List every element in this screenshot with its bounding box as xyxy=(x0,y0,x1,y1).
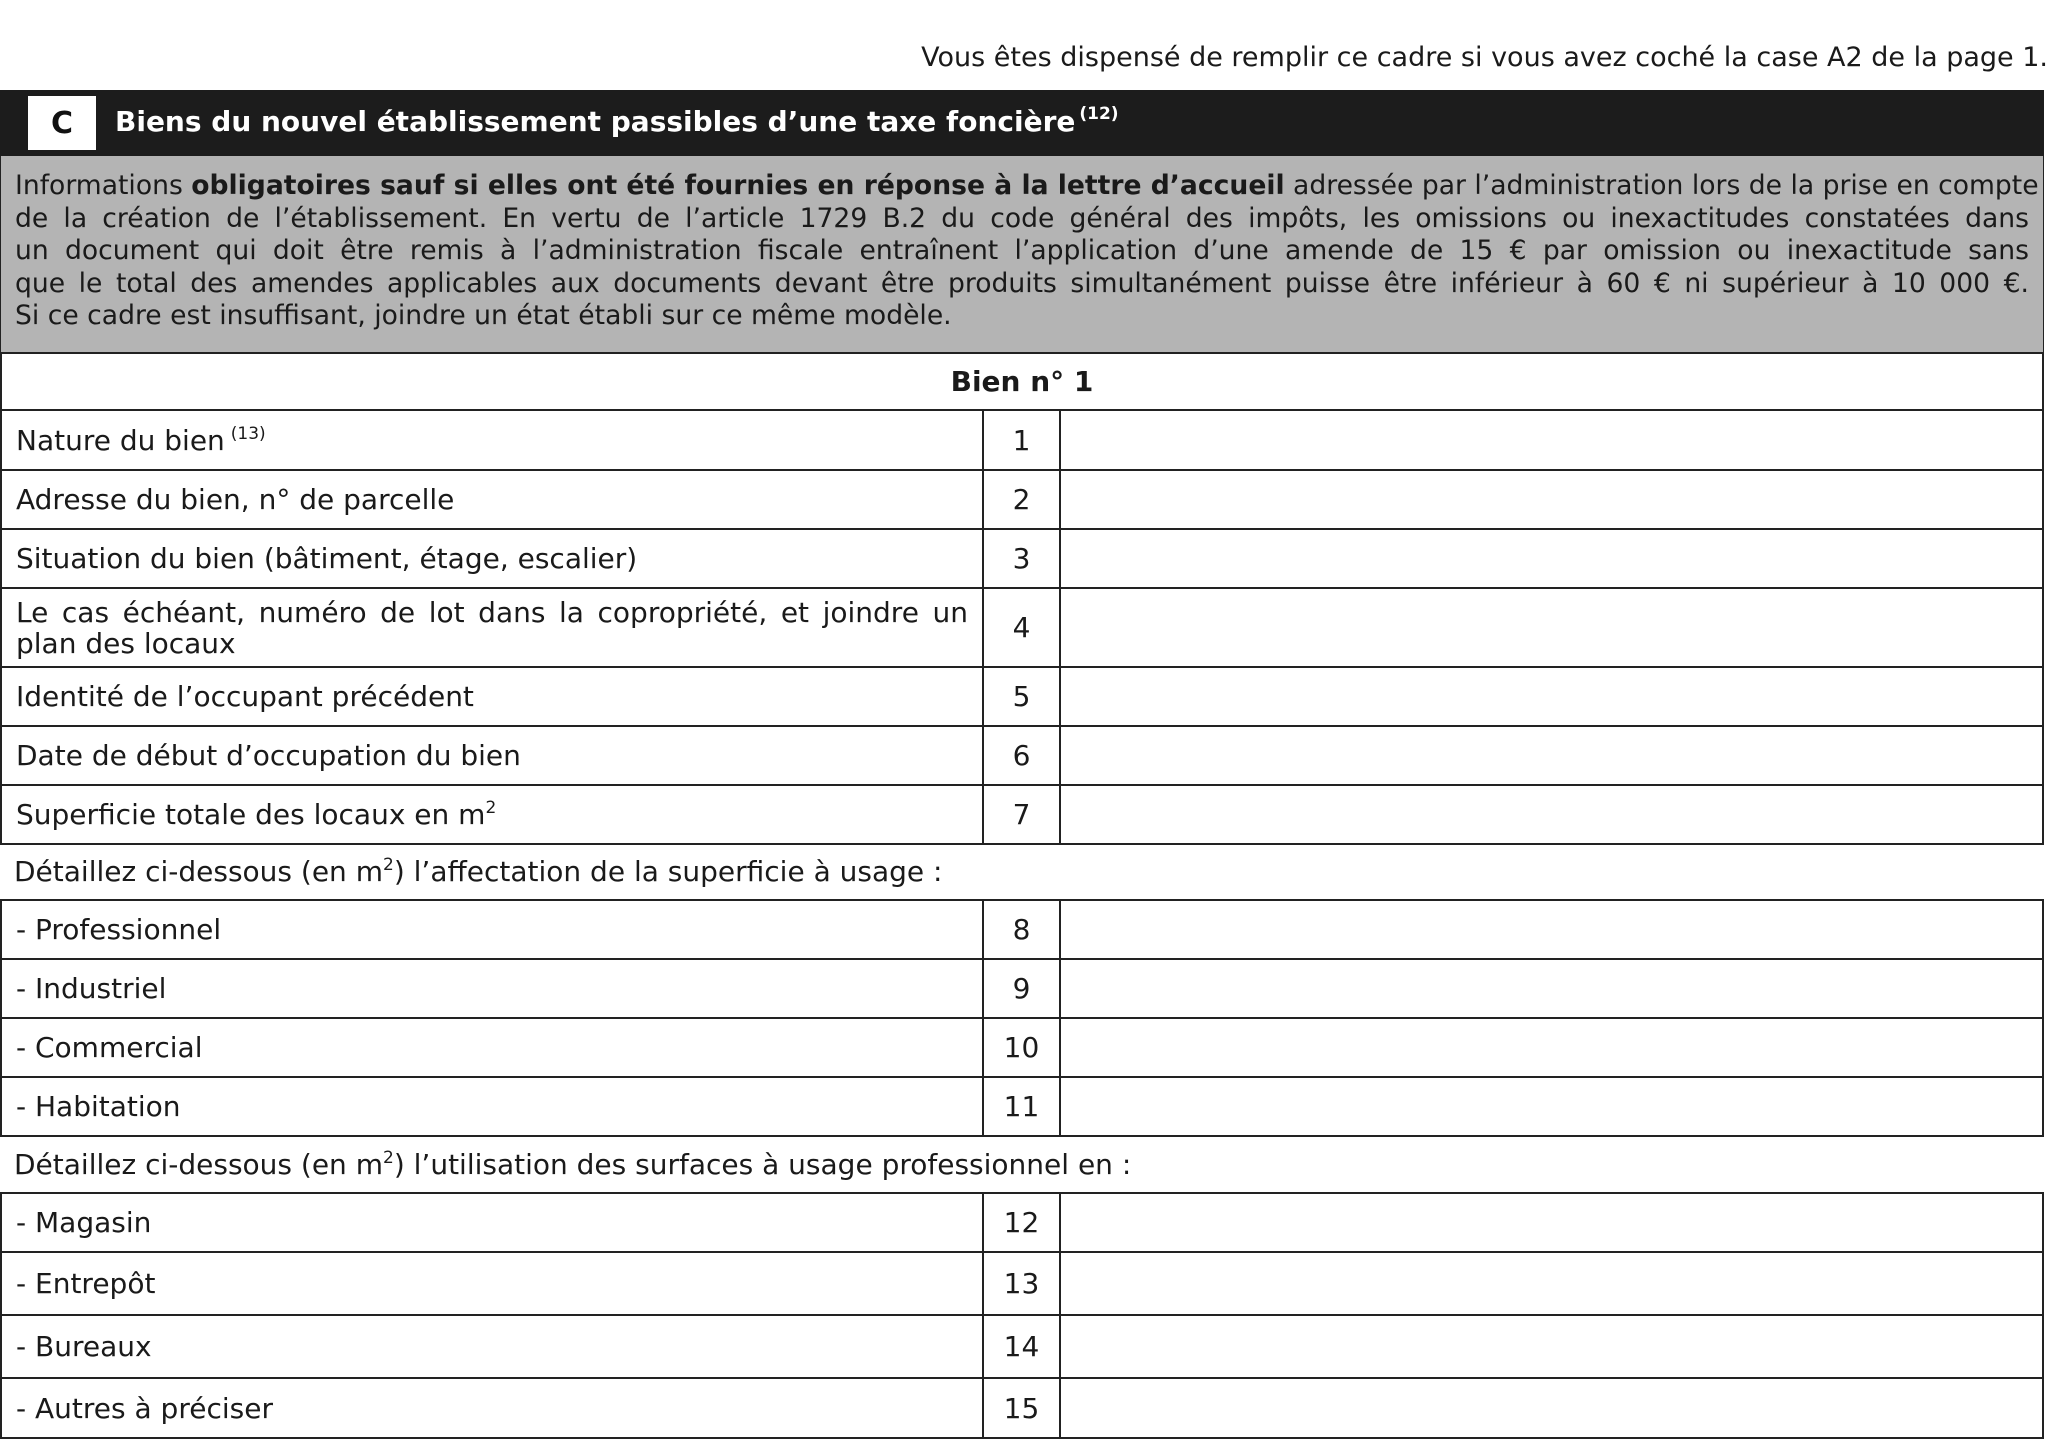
form-row xyxy=(1,726,2043,785)
row-label xyxy=(1,1193,983,1252)
info-line-3: un document qui doit être remis à l’administration fiscale entraînent l’application d’une amende de 15 € par omission ou inexactitude sans xyxy=(15,235,2029,266)
input-field[interactable] xyxy=(1060,1378,2043,1438)
section-letter: C xyxy=(28,96,96,150)
row-label-text: - Professionnel xyxy=(16,913,222,946)
info-line-2: de la création de l’établissement. En vertu de l’article 1729 B.2 du code général des impôts, les omissions ou inexactitudes constatées dans xyxy=(15,202,2029,234)
row-label-text: - Industriel xyxy=(16,972,167,1005)
section-title-text: Biens du nouvel établissement passibles d’une taxe foncière xyxy=(115,105,1076,138)
row-label-text: - Entrepôt xyxy=(16,1267,156,1300)
pro-table xyxy=(0,1192,2044,1439)
row-label xyxy=(1,470,983,529)
row-number: 7 xyxy=(983,785,1060,844)
info-line-4: que le total des amendes applicables aux documents devant être produits simultanément puisse être inférieur à 60 € ni supérieur à 10 000 €. xyxy=(15,267,2029,299)
input-field[interactable] xyxy=(1060,470,2043,529)
form-row xyxy=(1,959,2043,1018)
form-row xyxy=(1,588,2043,667)
row-number: 2 xyxy=(983,470,1060,529)
row-label xyxy=(1,1077,983,1136)
section-text: Détaillez ci-dessous (en m xyxy=(14,1148,383,1181)
form-row xyxy=(1,1018,2043,1077)
row-label-text: - Autres à préciser xyxy=(16,1391,273,1425)
input-field[interactable] xyxy=(1060,1315,2043,1378)
row-number: 13 xyxy=(983,1252,1060,1315)
form-row xyxy=(1,1193,2043,1252)
info-text: Informations xyxy=(15,170,192,201)
row-number: 5 xyxy=(983,667,1060,726)
info-text: adressée par l’administration lors de la prise en compte xyxy=(1284,170,2039,201)
input-field[interactable] xyxy=(1060,900,2043,959)
superscript: 2 xyxy=(485,798,497,818)
bien-table xyxy=(0,352,2044,845)
info-line-5: Si ce cadre est insuffisant, joindre un état établi sur ce même modèle. xyxy=(15,300,952,331)
row-label-text: Le cas échéant, numéro de lot dans la copropriété, et joindre un plan des locaux xyxy=(16,595,968,660)
form-row xyxy=(1,1252,2043,1315)
row-label xyxy=(1,529,983,588)
input-field[interactable] xyxy=(1060,410,2043,470)
form-row xyxy=(1,785,2043,844)
info-box xyxy=(0,156,2044,352)
row-number: 14 xyxy=(983,1315,1060,1378)
input-field[interactable] xyxy=(1060,529,2043,588)
input-field[interactable] xyxy=(1060,588,2043,667)
row-number: 15 xyxy=(983,1378,1060,1438)
row-label xyxy=(1,1018,983,1077)
input-field[interactable] xyxy=(1060,667,2043,726)
row-number: 12 xyxy=(983,1193,1060,1252)
info-emphasis: obligatoires sauf si elles ont été fournies en réponse à la lettre d’accueil xyxy=(191,170,1285,201)
form-row xyxy=(1,470,2043,529)
input-field[interactable] xyxy=(1060,959,2043,1018)
row-number: 8 xyxy=(983,900,1060,959)
row-number: 4 xyxy=(983,588,1060,667)
superscript: 2 xyxy=(382,1148,394,1168)
row-label xyxy=(1,785,983,844)
form-row xyxy=(1,1315,2043,1378)
input-field[interactable] xyxy=(1060,1252,2043,1315)
row-label xyxy=(1,667,983,726)
row-label xyxy=(1,410,983,470)
section-text: ) l’affectation de la superficie à usage : xyxy=(393,855,943,888)
row-label-text: Superficie totale des locaux en m xyxy=(16,798,486,831)
row-label xyxy=(1,1378,983,1438)
form-row xyxy=(1,410,2043,470)
row-label-text: Identité de l’occupant précédent xyxy=(16,680,474,713)
row-label xyxy=(1,900,983,959)
input-field[interactable] xyxy=(1060,785,2043,844)
section-header xyxy=(0,90,2044,156)
superscript: (13) xyxy=(230,423,266,444)
input-field[interactable] xyxy=(1060,1077,2043,1136)
row-label xyxy=(1,1252,983,1315)
row-number: 9 xyxy=(983,959,1060,1018)
row-label xyxy=(1,959,983,1018)
row-label-text: Adresse du bien, n° de parcelle xyxy=(16,483,455,516)
info-line-1 xyxy=(15,170,2039,203)
form-row xyxy=(1,667,2043,726)
top-note: Vous êtes dispensé de remplir ce cadre si vous avez coché la case A2 de la page 1. xyxy=(921,42,2048,73)
row-label xyxy=(1,726,983,785)
section-text: ) l’utilisation des surfaces à usage professionnel en : xyxy=(393,1148,1132,1181)
pro-section-label xyxy=(14,1148,1131,1181)
row-label xyxy=(1,1315,983,1378)
row-number: 3 xyxy=(983,529,1060,588)
bien-title: Bien n° 1 xyxy=(1,353,2043,410)
row-label-text: Situation du bien (bâtiment, étage, escalier) xyxy=(16,542,638,575)
superscript: 2 xyxy=(382,855,394,875)
form-row xyxy=(1,900,2043,959)
row-label-text: - Commercial xyxy=(16,1031,203,1064)
form-row xyxy=(1,1378,2043,1438)
input-field[interactable] xyxy=(1060,1193,2043,1252)
section-title xyxy=(115,105,1119,138)
footnote-ref: (12) xyxy=(1079,104,1119,124)
input-field[interactable] xyxy=(1060,1018,2043,1077)
usage-table xyxy=(0,899,2044,1137)
row-label-text: - Magasin xyxy=(16,1206,152,1239)
usage-section-label xyxy=(14,855,942,888)
form-row xyxy=(1,529,2043,588)
row-number: 1 xyxy=(983,410,1060,470)
row-number: 10 xyxy=(983,1018,1060,1077)
row-label-text: - Habitation xyxy=(16,1090,181,1123)
section-text: Détaillez ci-dessous (en m xyxy=(14,855,383,888)
row-label xyxy=(1,588,983,667)
row-label-text: Nature du bien xyxy=(16,423,225,457)
row-label-text: Date de début d’occupation du bien xyxy=(16,739,521,772)
form-row xyxy=(1,1077,2043,1136)
row-number: 11 xyxy=(983,1077,1060,1136)
row-number: 6 xyxy=(983,726,1060,785)
input-field[interactable] xyxy=(1060,726,2043,785)
row-label-text: - Bureaux xyxy=(16,1330,152,1363)
